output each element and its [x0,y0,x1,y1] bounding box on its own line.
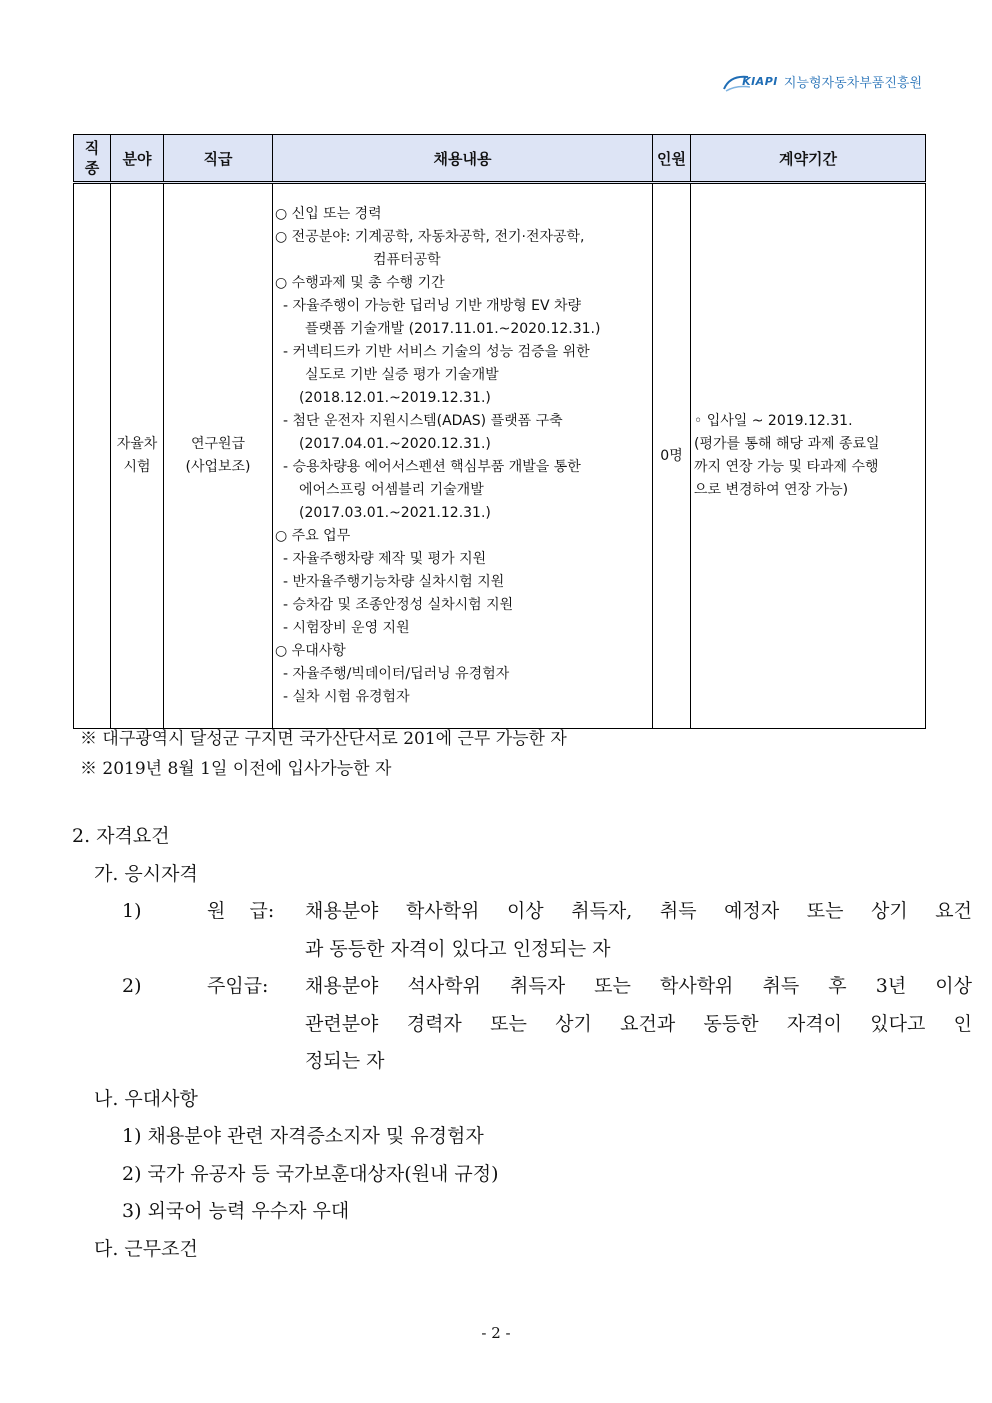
header-rank: 직급 [164,135,273,183]
kiapi-logo [728,75,778,88]
page-number: - 2 - [481,1324,511,1342]
period-line: 까지 연장 가능 및 타과제 수행 [694,459,879,475]
recruitment-table [73,134,926,729]
content-line: ○ 신입 또는 경력 [275,206,382,222]
content-line: ○ 주요 업무 [275,528,351,544]
period-line: 으로 변경하여 연장 가능) [694,482,849,498]
preference-item: 2) 국가 유공자 등 국가보훈대상자(원내 규정) [122,1162,499,1185]
notes [80,724,567,784]
content-line: 컴퓨터공학 [373,252,441,268]
content-line: 플랫폼 기술개발 (2017.11.01.~2020.12.31.) [305,321,601,337]
content-line: - 자율주행차량 제작 및 평가 지원 [283,551,487,567]
content-line: - 커넥티드카 기반 서비스 기술의 성능 검증을 위한 [283,344,590,360]
content-line: - 반자율주행기능차량 실차시험 지원 [283,574,505,590]
item-label: 원 급: [207,900,275,922]
rank-line: (사업보조) [185,459,251,475]
item-number: 2) [122,975,142,997]
content-line: - 첨단 운전자 지원시스템(ADAS) 플랫폼 구축 [283,413,563,429]
content-line: (2018.12.01.~2019.12.31.) [299,390,491,406]
cell-job-type [74,183,111,729]
cell-count: 0명 [653,183,691,729]
subsection-title: 나. 우대사항 [94,1087,198,1110]
cell-period [691,183,926,729]
header-job-type-text: 직 종 [84,139,100,177]
subsection-title: 다. 근무조건 [94,1237,198,1260]
item-desc-line: 정되는 자 [305,1050,385,1072]
content-line: - 자율주행/빅데이터/딥러닝 유경험자 [283,666,510,682]
org-name: 지능형자동차부품진흥원 [783,76,922,91]
section-qualifications [72,818,972,1268]
cell-rank [164,183,273,729]
qualification-item [72,893,972,968]
preference-item: 1) 채용분야 관련 자격증소지자 및 유경험자 [122,1125,484,1147]
preference-item: 3) 외국어 능력 우수자 우대 [122,1200,350,1222]
header-logo [728,72,922,91]
content-line: (2017.03.01.~2021.12.31.) [299,505,491,521]
section-title: 2. 자격요건 [72,825,170,847]
content-line: 실도로 기반 실증 평가 기술개발 [305,367,499,383]
content-line: - 시험장비 운영 지원 [283,620,410,636]
field-line: 시험 [123,459,151,475]
note-line: ※ 대구광역시 달성군 구지면 국가산단서로 201에 근무 가능한 자 [80,729,567,749]
header-content: 채용내용 [273,135,653,183]
rank-line: 연구원급 [190,436,246,452]
content-line: - 승용차량용 에어서스펜션 핵심부품 개발을 통한 [283,459,581,475]
content-line: ○ 우대사항 [275,643,346,659]
header-field: 분야 [111,135,164,183]
cell-field [111,183,164,729]
table-row [74,183,926,729]
note-line: ※ 2019년 8월 1일 이전에 입사가능한 자 [80,759,392,779]
content-line: ○ 전공분야: 기계공학, 자동차공학, 전기·전자공학, [275,229,585,245]
content-line: (2017.04.01.~2020.12.31.) [299,436,491,452]
item-desc-line: 채용분야 석사학위 취득자 또는 학사학위 취득 후 3년 이상 [305,975,972,997]
subsection-title: 가. 응시자격 [94,862,198,885]
field-line: 자율차 [116,436,158,452]
logo-text: KIAPI [742,75,778,88]
item-desc-line: 과 동등한 자격이 있다고 인정되는 자 [305,937,611,960]
table-header-row [74,135,926,183]
content-line: - 실차 시험 유경험자 [283,689,410,705]
item-desc-line: 채용분야 학사학위 이상 취득자, 취득 예정자 또는 상기 요건 [305,900,972,922]
header-job-type [74,135,111,183]
cell-content [273,183,653,729]
period-line: (평가를 통해 해당 과제 종료일 [694,436,880,452]
item-label: 주임급: [207,975,269,997]
qualification-item [72,968,972,1081]
item-number: 1) [122,900,142,922]
content-line: - 자율주행이 가능한 딥러닝 기반 개방형 EV 차량 [283,298,582,314]
period-line: ◦ 입사일 ~ 2019.12.31. [694,413,853,429]
header-count: 인원 [653,135,691,183]
item-desc-line: 관련분야 경력자 또는 상기 요건과 동등한 자격이 있다고 인 [305,1012,972,1035]
content-line: 에어스프링 어셈블리 기술개발 [299,482,484,498]
content-line: ○ 수행과제 및 총 수행 기간 [275,275,445,291]
content-line: - 승차감 및 조종안정성 실차시험 지원 [283,597,514,613]
header-period: 계약기간 [691,135,926,183]
